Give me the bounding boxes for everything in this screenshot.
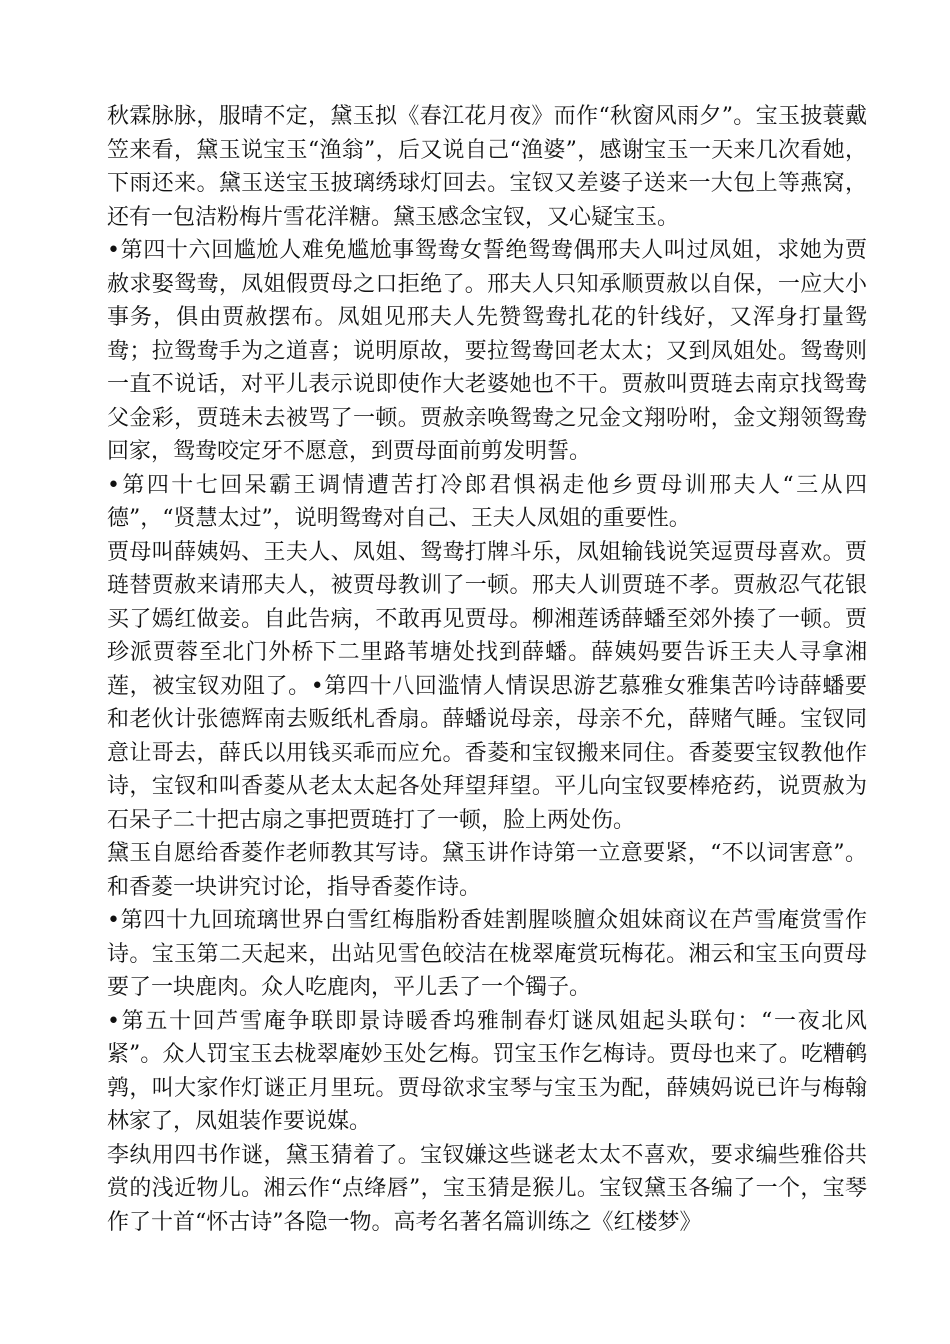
paragraph: 秋霖脉脉，服晴不定，黛玉拟《春江花月夜》而作“秋窗风雨夕”。宝玉披蓑戴笠来看，黛玉说宝玉“渔翁”，后又说自己“渔婆”，感谢宝玉一天来几次看她，下雨还来。黛玉送宝玉披璃绣球灯回去。宝钗又差婆子送来一大包上等燕窝，还有一包洁粉梅片雪花洋糖。黛玉感念宝钗，又心疑宝玉。 — [107, 104, 867, 230]
paragraph: 贾母叫薛姨妈、王夫人、凤姐、鸳鸯打牌斗乐，凤姐输钱说笑逗贾母喜欢。贾琏替贾赦来请邢夫人，被贾母教训了一顿。邢夫人训贾琏不孝。贾赦忍气花银买了嫣红做妾。自此告病，不敢再见贾母。柳湘莲诱薛蟠至郊外揍了一顿。贾珍派贾蓉至北门外桥下二里路苇塘处找到薛蟠。薛姨妈要告诉王夫人寻拿湘莲，被宝钗劝阻了。•第四十八回滥情人情误思游艺慕雅女雅集苦吟诗薛蟠要和老伙计张德辉南去贩纸札香扇。薛蟠说母亲，母亲不允，薛赌气睡。宝钗同意让哥去，薛氏以用钱买乖而应允。香菱和宝钗搬来同住。香菱要宝钗教他作诗，宝钗和叫香菱从老太太起各处拜望拜望。平儿向宝钗要棒疮药，说贾赦为石呆子二十把古扇之事把贾琏打了一顿，脸上两处伤。 — [107, 539, 867, 833]
document-body — [107, 100, 867, 1239]
paragraph: •第四十九回琉璃世界白雪红梅脂粉香娃割腥啖膻众姐妹商议在芦雪庵赏雪作诗。宝玉第二天起来，出站见雪色皎洁在栊翠庵赏玩梅花。湘云和宝玉向贾母要了一块鹿肉。众人吃鹿肉，平儿丢了一个镯子。 — [107, 908, 867, 1000]
paragraph: 黛玉自愿给香菱作老师教其写诗。黛玉讲作诗第一立意要紧，“不以词害意”。和香菱一块讲究讨论，指导香菱作诗。 — [107, 841, 867, 900]
paragraph: •第五十回芦雪庵争联即景诗暖香坞雅制春灯谜凤姐起头联句：“一夜北风紧”。众人罚宝玉去栊翠庵妙玉处乞梅。罚宝玉作乞梅诗。贾母也来了。吃糟鹌鹑，叫大家作灯谜正月里玩。贾母欲求宝琴与宝玉为配，薛姨妈说已许与梅翰林家了，凤姐装作要说媒。 — [107, 1008, 867, 1134]
paragraph: •第四十六回尴尬人难免尴尬事鸳鸯女誓绝鸳鸯偶邢夫人叫过凤姐，求她为贾赦求娶鸳鸯，凤姐假贾母之口拒绝了。邢夫人只知承顺贾赦以自保，一应大小事务，俱由贾赦摆布。凤姐见邢夫人先赞鸳鸯扎花的针线好，又浑身打量鸳鸯；拉鸳鸯手为之道喜；说明原故，要拉鸳鸯回老太太；又到凤姐处。鸳鸯则一直不说话，对平儿表示说即使作大老婆她也不干。贾赦叫贾琏去南京找鸳鸯父金彩，贾琏未去被骂了一顿。贾赦亲唤鸳鸯之兄金文翔吩咐，金文翔领鸳鸯回家，鸳鸯咬定牙不愿意，到贾母面前剪发明誓。 — [107, 238, 867, 464]
paragraph: 李纨用四书作谜，黛玉猜着了。宝钗嫌这些谜老太太不喜欢，要求编些雅俗共赏的浅近物儿。湘云作“点绛唇”，宝玉猜是猴儿。宝钗黛玉各编了一个，宝琴作了十首“怀古诗”各隐一物。高考名著名篇训练之《红楼梦》 — [107, 1142, 867, 1235]
paragraph: •第四十七回呆霸王调情遭苦打冷郎君惧祸走他乡贾母训邢夫人“三从四德”，“贤慧太过”，说明鸳鸯对自己、王夫人凤姐的重要性。 — [107, 472, 867, 531]
